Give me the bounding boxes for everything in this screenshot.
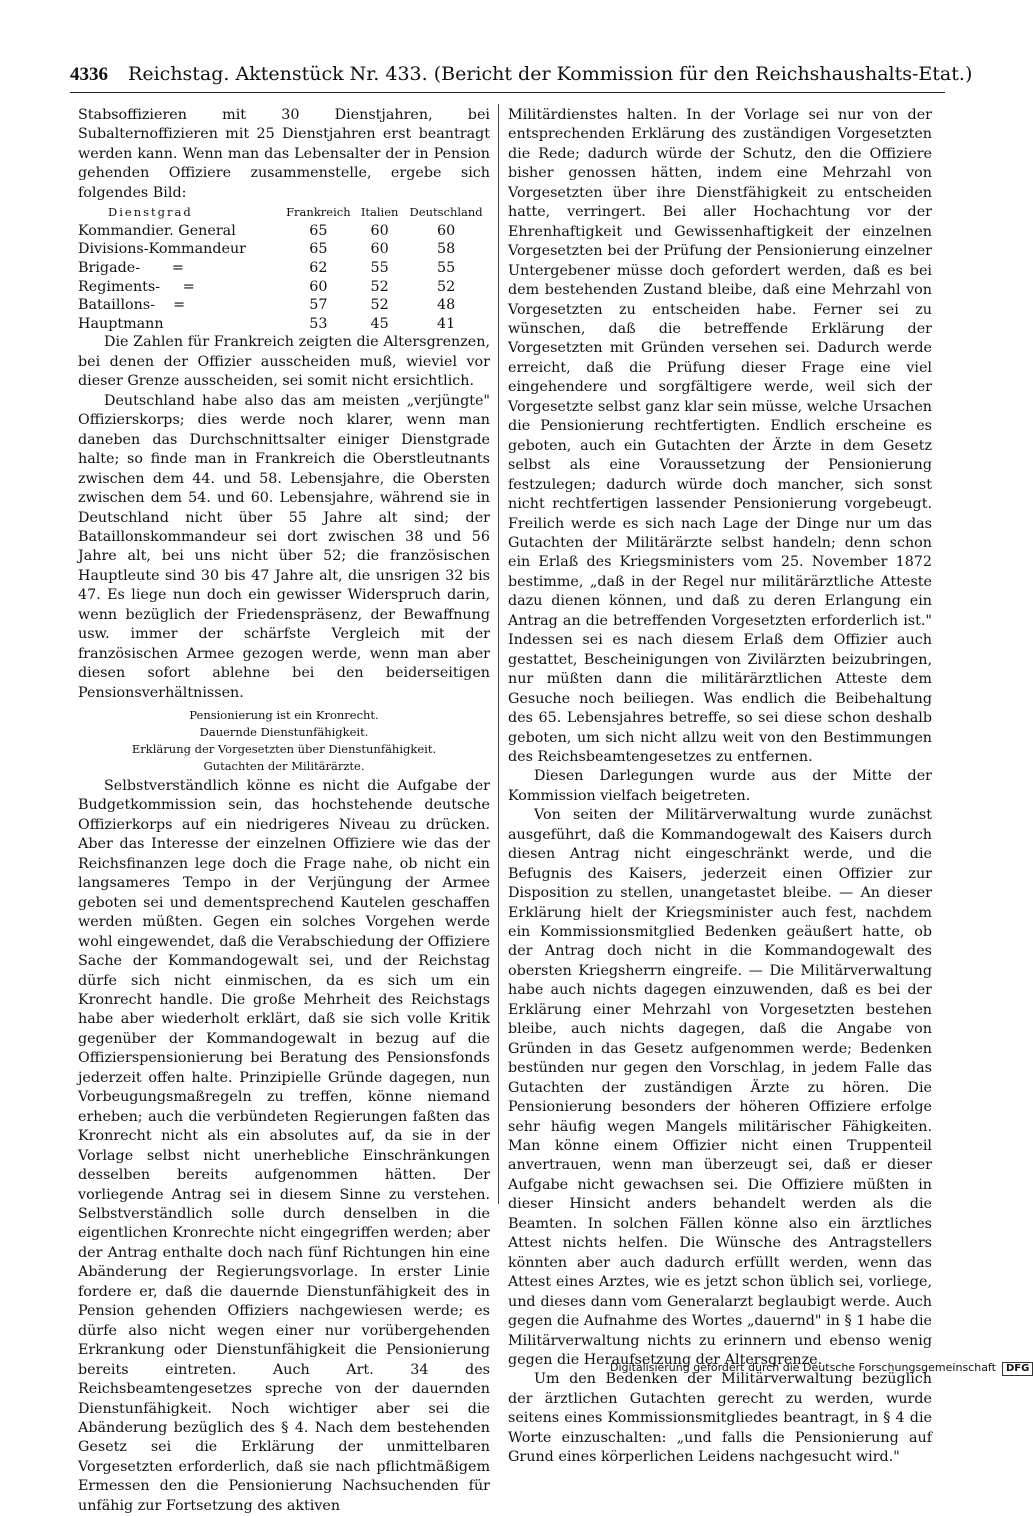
table-row	[78, 222, 490, 241]
section-heading: Pensionierung ist ein Kronrecht.	[189, 708, 379, 723]
table-row	[78, 296, 490, 315]
table-cell: 60	[370, 222, 389, 239]
right-paragraph-2: Diesen Darlegungen wurde aus der Mitte der Kommission vielfach beigetreten.	[508, 768, 932, 804]
table-cell: 53	[309, 315, 328, 332]
table-cell: 52	[370, 297, 389, 314]
left-paragraph-3: Deutschland habe also das am meisten „verjüngte" Offizierskorps; dies werde noch klarer, wenn man daneben das Durchschnittsalter einiger Dienstgrade halte; so finde man in Frankreich die Oberstleutnants zwischen dem 44. und 58. Lebensjahre, die Obersten zwischen dem 54. und 60. Lebensjahre, während sie in Deutschland nicht über 55 Jahre alt sind; der Bataillonskommandeur sei dort zwischen 38 und 56 Jahre alt, bei uns nicht über 52; die französischen Hauptleute sind 30 bis 47 Jahre alt, die unsrigen 32 bis 47. Es liege nun doch ein gewisser Widerspruch darin, wenn bezüglich der Friedenspräsenz, der Bewaffnung usw. immer der schärfste Vergleich mit der französischen Armee gezogen werde, wenn man aber diesen sofort ablehne bei den beiderseitigen Pensionsverhältnissen.	[78, 392, 490, 701]
right-column	[508, 106, 932, 1468]
left-paragraph-4: Selbstverständlich könne es nicht die Aufgabe der Budgetkommission sein, das hochstehende deutsche Offizierkorps auf ein niedrigeres Niveau zu drücken. Aber das Interesse der einzelnen Offiziere wie das der Reichsfinanzen lege doch die Frage nahe, ob nicht ein langsameres Tempo in der Verjüngung der Armee geboten sei und dementsprechend Kautelen geschaffen werden müßten. Gegen ein solches Vorgehen werde wohl eingewendet, daß die Verabschiedung der Offiziere Sache der Kommandogewalt sei, und der Reichstag dürfe sich nicht einmischen, da es sich um ein Kronrecht handle. Die große Mehrheit des Reichstags habe aber wiederholt erklärt, daß sie sich volle Kritik gegenüber der Kommandogewalt in bezug auf die Offizierspensionierung bei Beratung des Pensionsfonds jederzeit offen halte. Prinzipielle Gründe dagegen, nun Vorbeugungsmaßregeln zu treffen, könne niemand erheben; auch die verbündeten Regierungen faßten das Kronrecht nicht als ein absolutes auf, da sie in der Vorlage selbst nicht unerhebliche Einschränkungen desselben bereits aufgenommen hätten. Der vorliegende Antrag sei in diesem Sinne zu verstehen. Selbstverständlich solle durch denselben in die eigentlichen Kronrechte nicht eingegriffen werden; aber der Antrag enthalte doch nach fünf Richtungen hin eine Abänderung der Regierungsvorlage. In erster Linie fordere er, daß die dauernde Dienstunfähigkeit des in Pension gehenden Offiziers nachgewiesen werde; es dürfe also nicht wegen einer nur vorübergehenden Erkrankung oder Dienstunfähigkeit die Pensionierung bereits eintreten. Auch Art. 34 des Reichsbeamtengesetzes spreche von der dauernden Dienstunfähigkeit. Noch wichtiger aber sei die Abänderung bezüglich des § 4. Nach dem bestehenden Gesetz sei die Erklärung der unmittelbaren Vorgesetzten erforderlich, daß sie nach pflichtmäßigem Ermessen den die Pensionierung Nachsuchenden für unfähig zur Fortsetzung des aktiven	[78, 778, 491, 1514]
running-title: Reichstag. Aktenstück Nr. 433. (Bericht der Kommission für den Reichshaushalts-Etat.)	[128, 63, 973, 85]
table-cell: 62	[309, 260, 328, 277]
table-cell: Brigade- =	[78, 260, 184, 277]
table-cell: 55	[437, 260, 456, 277]
table-cell: 45	[370, 315, 389, 332]
table-cell: Hauptmann	[78, 315, 164, 332]
table-cell: 55	[370, 260, 389, 277]
table-row	[78, 240, 490, 259]
table-cell: 60	[309, 278, 328, 295]
table-cell: 52	[437, 278, 456, 295]
column-divider	[498, 104, 499, 1204]
table-cell: 60	[370, 241, 389, 258]
right-paragraph-3: Von seiten der Militärverwaltung wurde zunächst ausgeführt, daß die Kommandogewalt des Kaisers durch diesen Antrag nicht eingeschränkt werde, und die Befugnis des Kaisers, jederzeit einen Offizier zur Disposition zu stellen, unangetastet bleibe. — An dieser Erklärung hielt der Kriegsminister auch fest, nachdem ein Kommissionsmitglied Bedenken geäußert hatte, ob der Antrag doch nicht in die Kommandogewalt des obersten Kriegsherrn eingreife. — Die Militärverwaltung habe auch nichts dagegen einzuwenden, daß es bei der Erklärung einer Mehrzahl von Vorgesetzten bestehen bleibe, auch nichts dagegen, daß die Angabe von Gründen in das Gesetz aufgenommen werde; Bedenken bestünden nur gegen den Vorschlag, in jedem Falle das Gutachten der zuständigen Ärzte zu hören. Die Pensionierung besonders der höheren Offiziere erfolge sehr häufig wegen Mangels militärischer Fähigkeiten. Man könne einem Offizier nicht einen Truppenteil anvertrauen, wenn man überzeugt sei, daß er dieser Aufgabe nicht gewachsen sei. Die Offiziere müßten in dieser Hinsicht anders behandelt werden als die Beamten. In solchen Fällen könne also ein ärztliches Attest nichts helfen. Die Wünsche des Antragstellers könnten aber auch dadurch erfüllt werden, wenn das Attest eines Arztes, wie es jetzt schon üblich sei, vorliege, und dieses dann vom Generalarzt beglaubigt werde. Auch gegen die Aufnahme des Wortes „dauernd" in § 1 habe die Militärverwaltung nichts zu erinnern und ebenso wenig gegen die Heraufsetzung der Altersgrenze.	[508, 807, 932, 1368]
section-heading: Erklärung der Vorgesetzten über Dienstunfähigkeit.	[131, 742, 437, 757]
digitization-footer	[610, 1360, 1030, 1376]
left-column	[78, 106, 490, 1516]
section-heading: Dauernde Dienstunfähigkeit.	[199, 725, 369, 740]
table-header-row	[78, 203, 490, 222]
table-cell: Divisions-Kommandeur	[78, 241, 246, 258]
table-header-france: Frankreich	[286, 205, 351, 220]
pension-age-table	[78, 203, 490, 333]
table-cell: 58	[437, 241, 456, 258]
table-cell: 57	[309, 297, 328, 314]
table-cell: 65	[309, 241, 328, 258]
table-cell: 41	[437, 315, 456, 332]
section-headings	[78, 707, 490, 775]
table-header-italy: Italien	[360, 205, 399, 220]
left-paragraph-1: Stabsoffizieren mit 30 Dienstjahren, bei Subalternoffizieren mit 25 Dienstjahren erst beantragt werden kann. Wenn man das Lebensalter der in Pension gehenden Offiziere zusammenstelle, ergebe sich folgendes Bild:	[78, 107, 490, 201]
table-cell: 48	[437, 297, 456, 314]
table-row	[78, 259, 490, 278]
section-heading: Gutachten der Militärärzte.	[203, 759, 365, 774]
right-paragraph-1: Militärdienstes halten. In der Vorlage sei nur von der entsprechenden Erklärung des zuständigen Vorgesetzten die Rede; dadurch würde der Schutz, den die Offiziere bisher genossen hätten, indem eine Mehrzahl von Vorgesetzten über ihre Dienstfähigkeit zu entscheiden hatte, verringert. Bei aller Hochachtung vor der Ehrenhaftigkeit und Gewissenhaftigkeit der einzelnen Vorgesetzten bei der Prüfung der Pensionierung einzelner Untergebener müsse doch gefordert werden, daß es bei dem bestehenden Zustand bleibe, daß eine Mehrzahl von Vorgesetzten zu entscheiden habe. Ferner sei zu wünschen, daß die betreffende Erklärung der Vorgesetzten mit Gründen versehen sei. Dadurch werde erreicht, daß die Prüfung dieser Frage eine viel eingehendere und sorgfältigere werde, weil sich der Vorgesetzte selbst ganz klar sein müsse, welche Ursachen die Pensionierung rechtfertigten. Endlich erscheine es geboten, auch ein Gutachten der Ärzte in dem Gesetz selbst als eine Voraussetzung der Pensionierung festzulegen; dadurch würde doch mancher, sich sonst nicht rechtfertigen lassender Pensionierung vorgebeugt. Freilich werde es sich nach Lage der Dinge nur um das Gutachten der Militärärzte selbst handeln; denn schon ein Erlaß des Kriegsministers vom 25. November 1872 bestimme, „daß in der Regel nur militärärztliche Atteste dazu dienen können, und daß zu deren Erlangung ein Antrag an die betreffenden Vorgesetzten erforderlich ist." Indessen sei es nach diesem Erlaß dem Offizier auch gestattet, Bescheinigungen von Zivilärzten beizubringen, nur müßten dann die militärärztlichen Atteste dem Gesuche noch beiliegen. Was endlich die Beibehaltung des 65. Lebensjahres betreffe, so sei diese schon deshalb geboten, um sich nicht allzu weit von den Bestimmungen des Reichsbeamtengesetzes zu entfernen.	[508, 107, 932, 765]
table-header-rank: Dienstgrad	[108, 205, 193, 220]
table-cell: Regiments- =	[78, 278, 195, 295]
table-cell: Kommandier. General	[78, 222, 236, 239]
dfg-logo: DFG	[1002, 1362, 1033, 1376]
table-row	[78, 315, 490, 334]
page-number: 4336	[70, 64, 108, 85]
header-rule	[70, 92, 945, 93]
table-row	[78, 278, 490, 297]
table-cell: 65	[309, 222, 328, 239]
left-paragraph-2: Die Zahlen für Frankreich zeigten die Altersgrenzen, bei denen der Offizier ausscheiden muß, wieviel vor dieser Grenze ausscheiden, sei somit nicht ersichtlich.	[78, 334, 490, 390]
right-paragraph-4: Um den Bedenken der Militärverwaltung bezüglich der ärztlichen Gutachten gerecht zu werden, wurde seitens eines Kommissionsmitgliedes beantragt, in § 4 die Worte einzuschalten: „und falls die Pensionierung auf Grund eines körperlichen Leidens nachgesucht wird."	[508, 1371, 932, 1466]
table-header-germany: Deutschland	[409, 205, 483, 220]
page-header	[70, 60, 973, 88]
footer-text: Digitalisierung gefördert durch die Deutsche Forschungsgemeinschaft	[610, 1361, 996, 1374]
table-cell: Bataillons- =	[78, 297, 186, 314]
table-cell: 60	[437, 222, 456, 239]
table-cell: 52	[370, 278, 389, 295]
